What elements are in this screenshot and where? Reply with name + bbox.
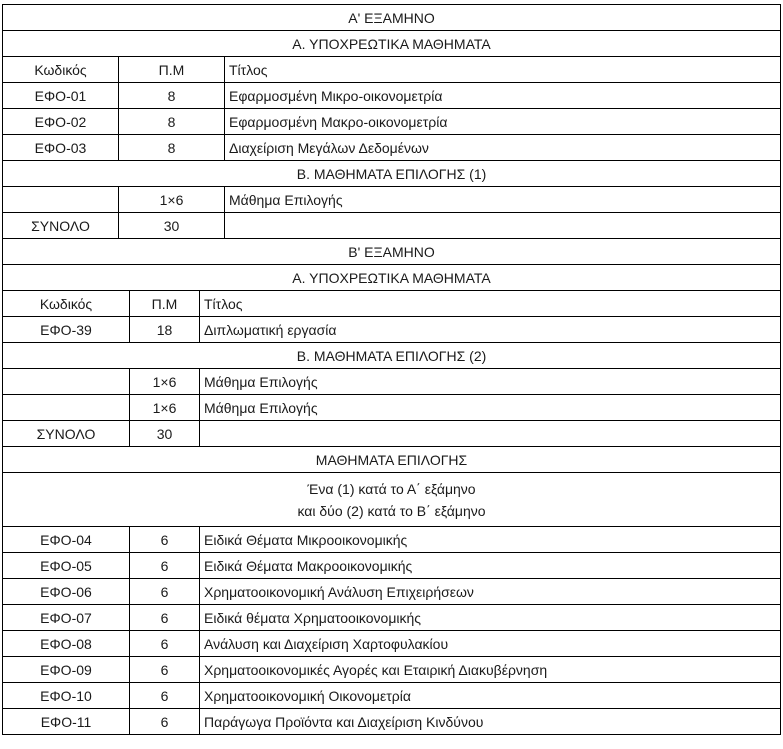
total-label: ΣΥΝΟΛΟ [3,213,119,239]
course-code: ΕΦΟ-03 [3,135,119,161]
course-title: Ειδικά Θέματα Μακροοικονομικής [200,553,781,579]
course-title: Εφαρμοσμένη Μικρο-οικονομετρία [225,83,781,109]
semester-b-title: Β' ΕΞΑΜΗΝΟ [3,239,781,265]
course-credits: 6 [130,579,200,605]
course-code: ΕΦΟ-07 [3,605,130,631]
semester-b-title-row [3,239,781,265]
course-code [3,395,130,421]
electives-note-line-2: και δύο (2) κατά το Β΄ εξάμηνο [297,502,486,519]
semester-a-title-row [3,5,781,31]
table-row [3,83,781,109]
semester-b-elective-header: Β. ΜΑΘΗΜΑΤΑ ΕΠΙΛΟΓΗΣ (2) [3,343,781,369]
course-credits: 1×6 [130,395,200,421]
semester-b-total-row [3,421,781,447]
course-credits: 1×6 [130,369,200,395]
course-code: ΕΦΟ-02 [3,109,119,135]
course-title: Μάθημα Επιλογής [200,395,781,421]
course-code [3,369,130,395]
table-row [3,135,781,161]
electives-title: ΜΑΘΗΜΑΤΑ ΕΠΙΛΟΓΗΣ [3,447,781,473]
electives-title-row [3,447,781,473]
semester-a-table [2,4,781,239]
course-credits: 6 [130,553,200,579]
course-title: Διαχείριση Μεγάλων Δεδομένων [225,135,781,161]
course-title: Μάθημα Επιλογής [200,369,781,395]
table-row [3,187,781,213]
semester-a-mandatory-header: Α. ΥΠΟΧΡΕΩΤΙΚΑ ΜΑΘΗΜΑΤΑ [3,31,781,57]
course-credits: 6 [130,683,200,709]
course-credits: 6 [130,527,200,553]
table-row [3,109,781,135]
course-title: Χρηματοοικονομική Οικονομετρία [200,683,781,709]
table-row [3,657,781,683]
semester-b-column-header-row [3,291,781,317]
course-code: ΕΦΟ-04 [3,527,130,553]
total-label: ΣΥΝΟΛΟ [3,421,130,447]
course-credits: 8 [119,135,225,161]
semester-b-table [2,238,781,735]
semester-a-column-header-row [3,57,781,83]
course-code: ΕΦΟ-05 [3,553,130,579]
course-title: Χρηματοοικονομικές Αγορές και Εταιρική Διακυβέρνηση [200,657,781,683]
table-row [3,605,781,631]
course-code: ΕΦΟ-39 [3,317,130,343]
course-code: ΕΦΟ-11 [3,709,130,735]
course-title: Ειδικά Θέματα Μικροοικονομικής [200,527,781,553]
course-code: ΕΦΟ-10 [3,683,130,709]
course-code: ΕΦΟ-09 [3,657,130,683]
course-credits: 6 [130,657,200,683]
electives-note-row [3,473,781,527]
semester-b-mandatory-header-row [3,265,781,291]
course-code: ΕΦΟ-08 [3,631,130,657]
course-title: Ανάλυση και Διαχείριση Χαρτοφυλακίου [200,631,781,657]
course-code: ΕΦΟ-06 [3,579,130,605]
table-row [3,369,781,395]
course-credits: 6 [130,605,200,631]
table-row [3,317,781,343]
table-row [3,631,781,657]
semester-a-mandatory-header-row [3,31,781,57]
table-row [3,527,781,553]
semester-a-elective-header: Β. ΜΑΘΗΜΑΤΑ ΕΠΙΛΟΓΗΣ (1) [3,161,781,187]
column-header-code: Κωδικός [3,57,119,83]
course-title: Χρηματοοικονομική Ανάλυση Επιχειρήσεων [200,579,781,605]
course-credits: 6 [130,709,200,735]
total-value: 30 [130,421,200,447]
course-title: Παράγωγα Προϊόντα και Διαχείριση Κινδύνου [200,709,781,735]
course-code [3,187,119,213]
course-title: Διπλωματική εργασία [200,317,781,343]
course-code: ΕΦΟ-01 [3,83,119,109]
column-header-code: Κωδικός [3,291,130,317]
table-row [3,683,781,709]
column-header-title: Τίτλος [225,57,781,83]
empty-cell [200,421,781,447]
semester-b-mandatory-header: Α. ΥΠΟΧΡΕΩΤΙΚΑ ΜΑΘΗΜΑΤΑ [3,265,781,291]
course-credits: 6 [130,631,200,657]
semester-a-title: Α' ΕΞΑΜΗΝΟ [3,5,781,31]
course-title: Μάθημα Επιλογής [225,187,781,213]
semester-a-elective-header-row [3,161,781,187]
course-credits: 1×6 [119,187,225,213]
curriculum-document [2,4,780,735]
course-title: Ειδικά θέματα Χρηματοοικονομικής [200,605,781,631]
table-row [3,395,781,421]
total-value: 30 [119,213,225,239]
semester-b-elective-header-row [3,343,781,369]
table-row [3,579,781,605]
column-header-credits: Π.Μ [130,291,200,317]
electives-note [3,473,781,527]
electives-note-line-1: Ένα (1) κατά το Α΄ εξάμηνο [307,480,476,497]
table-row [3,709,781,735]
course-credits: 18 [130,317,200,343]
semester-a-total-row [3,213,781,239]
column-header-title: Τίτλος [200,291,781,317]
table-row [3,553,781,579]
column-header-credits: Π.Μ [119,57,225,83]
empty-cell [225,213,781,239]
course-title: Εφαρμοσμένη Μακρο-οικονομετρία [225,109,781,135]
course-credits: 8 [119,109,225,135]
course-credits: 8 [119,83,225,109]
